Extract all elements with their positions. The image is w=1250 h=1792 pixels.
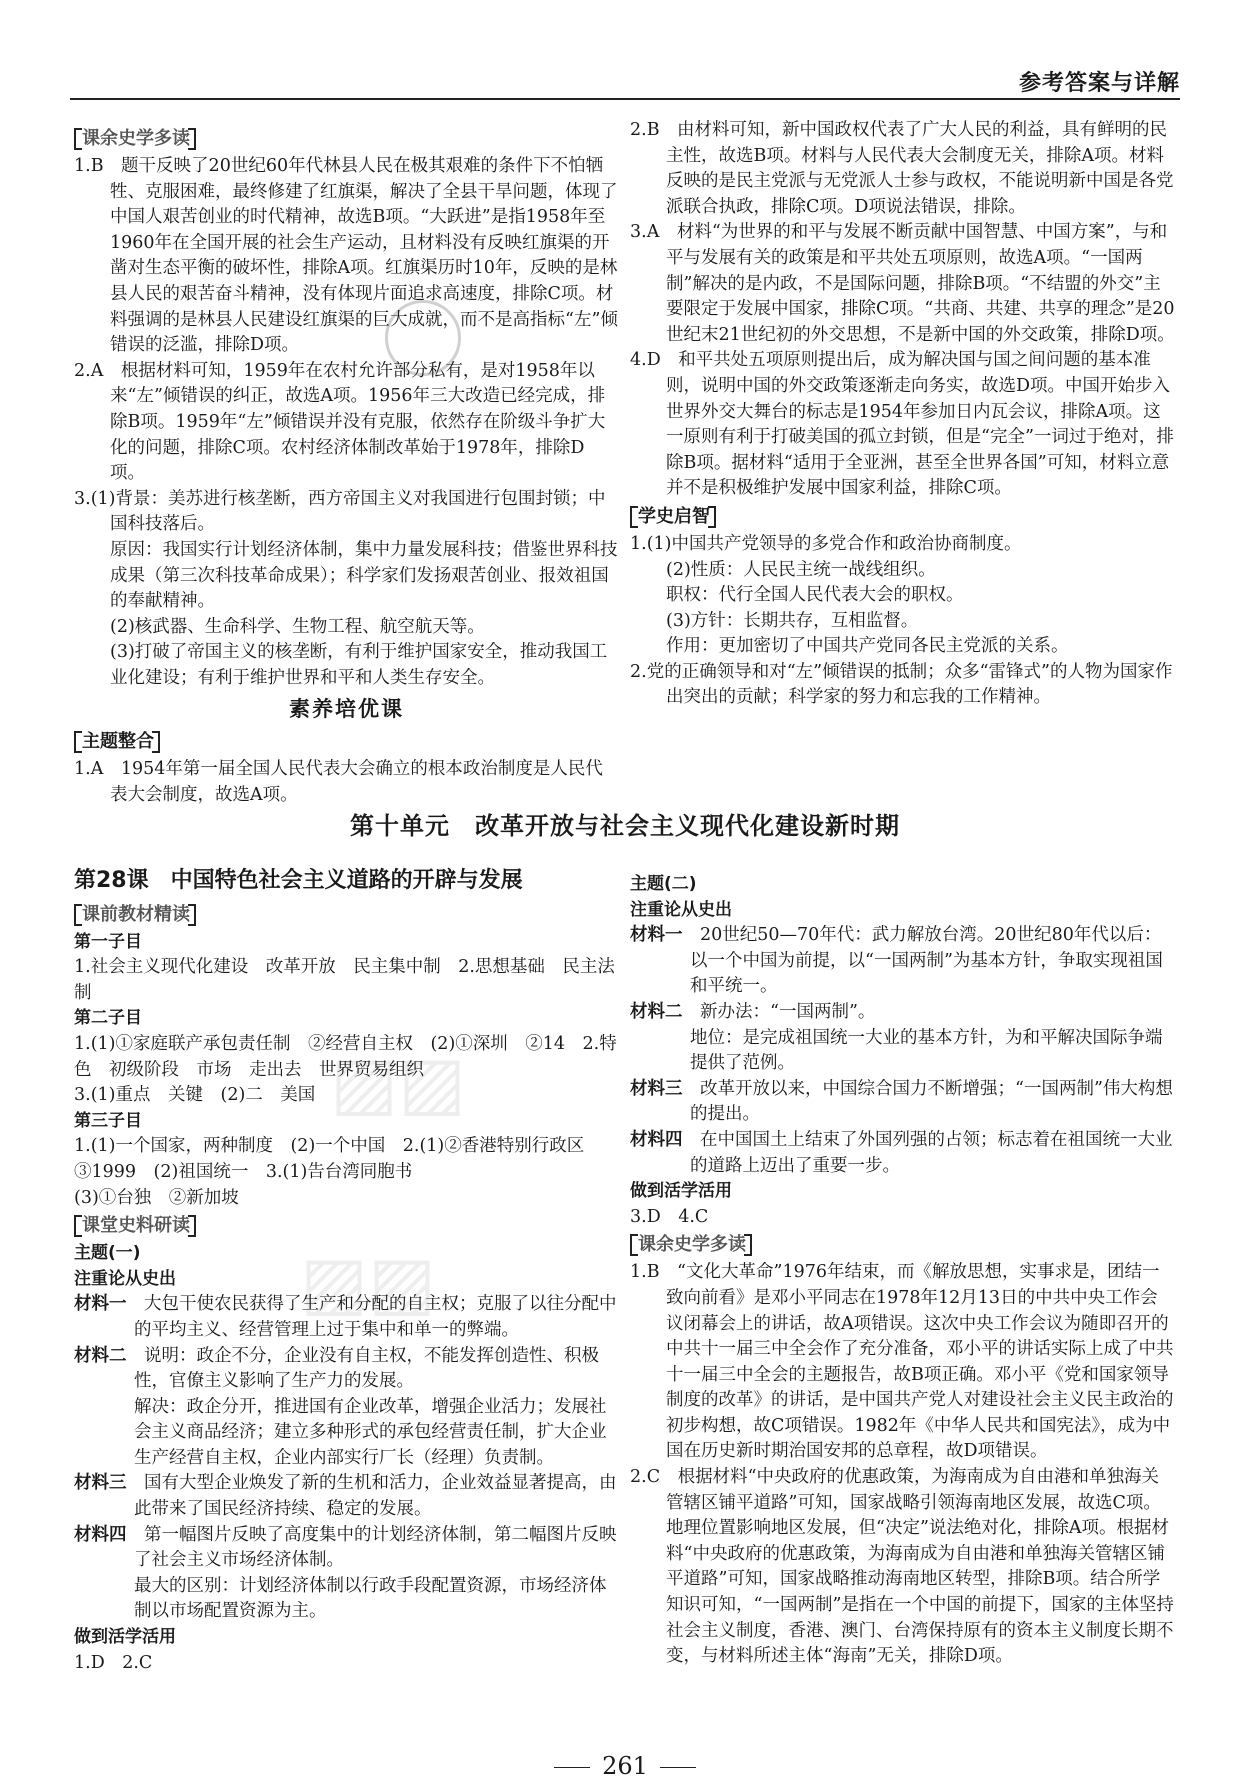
subsection-heading: 第二子目 [74, 1008, 142, 1029]
material-item [630, 923, 1175, 1000]
material-label: 材料四 [630, 1129, 683, 1150]
answer-item: 2.B 由材料可知，新中国政权代表了广大人民的利益，具有鲜明的民主性，故选B项。材料与人民代表大会制度无关，排除A项。材料反映的是民主党派与无党派人士参与政权，不能说明新中国是各党派联合执政，排除C项。D项说法错误，排除。 [630, 120, 1174, 217]
answer-item: 1.(1)中国共产党领导的多党合作和政治协商制度。 [630, 533, 1022, 554]
practice-answers: 1.D 2.C [74, 1652, 153, 1673]
page-header [70, 58, 1180, 100]
material-item [630, 1000, 1175, 1026]
section-heading: 课余史学多读 [74, 126, 196, 152]
answer-item: (2)核武器、生命科学、生物工程、航空航天等。 [110, 616, 485, 637]
subsection-heading: 第三子目 [74, 1110, 142, 1131]
material-label: 材料三 [630, 1078, 683, 1099]
topic-subheading: 注重论从史出 [630, 899, 732, 920]
answer-text: 1.(1)①家庭联产承包责任制 ②经营自主权 (2)①深圳 ②14 2.特色 初级阶段 市场 走出去 世界贸易组织 [74, 1033, 617, 1080]
material-label: 材料二 [630, 1001, 683, 1022]
left-top-column [74, 124, 619, 808]
dash-right [660, 1767, 696, 1768]
material-text: 第一幅图片反映了高度集中的计划经济体制，第二幅图片反映了社会主义市场经济体制。 [134, 1524, 617, 1571]
material-text: 改革开放以来，中国综合国力不断增强；“一国两制”伟大构想的提出。 [690, 1078, 1173, 1125]
answer-item: 原因：我国实行计划经济体制，集中力量发展科技；借鉴世界科技成果（第三次科技革命成果）；科学家们发扬艰苦创业、报效祖国的奉献精神。 [110, 539, 618, 612]
watermark: ▨▨ [330, 1040, 467, 1124]
material-extra: 地位：是完成祖国统一大业的基本方针，为和平解决国际争端提供了范例。 [690, 1027, 1163, 1074]
material-text: 20世纪50—70年代：武力解放台湾。20世纪80年代以后：以一个中国为前提，以“一国两制”为基本方针，争取实现祖国和平统一。 [690, 925, 1163, 997]
material-text: 在中国国土上结束了外国列强的占领；标志着在祖国统一大业的道路上迈出了重要一步。 [690, 1129, 1173, 1176]
material-text: 说明：政企不分，企业没有自主权，不能发挥创造性、积极性，官僚主义影响了生产力的发展。 [134, 1345, 599, 1392]
answer-text: 1.社会主义现代化建设 改革开放 民主集中制 2.思想基础 民主法制 [74, 957, 615, 1003]
watermark: ▨▨ [300, 1240, 437, 1324]
material-label: 材料二 [74, 1345, 127, 1366]
answer-item: 2.A 根据材料可知，1959年在农村允许部分私有，是对1958年以来“左”倾错误的纠正，故选A项。1956年三大改造已经完成，排除B项。1959年“左”倾错误并没有克服，依然存在阶级斗争扩大化的问题，排除C项。农村经济体制改革始于1978年，排除D项。 [74, 360, 606, 484]
practice-heading: 做到活学活用 [74, 1627, 176, 1648]
material-item [74, 1344, 619, 1395]
course-heading: 素养培优课 [289, 697, 404, 722]
answer-text: (3)①台独 ②新加坡 [74, 1187, 239, 1208]
material-extra: 最大的区别：计划经济体制以行政手段配置资源，市场经济体制以市场配置资源为主。 [134, 1575, 607, 1622]
material-label: 材料三 [74, 1473, 127, 1494]
section-heading: 课余史学多读 [630, 1232, 752, 1258]
page-number-text: 261 [602, 1752, 648, 1780]
answer-item: 3.A 材料“为世界的和平与发展不断贡献中国智慧、中国方案”，与和平与发展有关的政策是和平共处五项原则，故选A项。“一国两制”解决的是内政，不是国际问题，排除B项。“不结盟的外交”主要限定于发展中国家，排除C项。“共商、共建、共享的理念”是20世纪末21世纪初的外交思想，不是新中国的外交政策，排除D项。 [630, 222, 1175, 345]
material-item [74, 1523, 619, 1574]
dash-left [554, 1767, 590, 1768]
answer-item: 1.B 题干反映了20世纪60年代林县人民在极其艰难的条件下不怕牺牲、克服困难，最终修建了红旗渠，解决了全县干旱问题，体现了中国人艰苦创业的时代精神，故选B项。“大跃进”是指1958年至1960年在全国开展的社会生产运动，且材料没有反映红旗渠的开凿对生态平衡的破坏性，排除A项。红旗渠历时10年，反映的是林县人民的艰苦奋斗精神，没有体现片面追求高速度，排除C项。材料强调的是林县人民建设红旗渠的巨大成就，而不是高指标“左”倾错误的泛滥，排除D项。 [74, 156, 618, 356]
answer-item: 1.B “文化大革命”1976年结束，而《解放思想，实事求是，团结一致向前看》是邓小平同志在1978年12月13日的中共中央工作会议闭幕会上的讲话，故A项错误。这次中央工作会议为随即召开的中共十一届三中全会作了充分准备，邓小平的讲话实际上成了中共十一届三中全会的主题报告，故B项正确。邓小平《党和国家领导制度的改革》的讲话，是中国共产党人对建设社会主义民主政治的初步构想，故C项错误。1982年《中华人民共和国宪法》，成为中国在历史新时期治国安邦的总章程，故D项错误。 [630, 1262, 1174, 1462]
material-label: 材料一 [74, 1294, 127, 1315]
material-label: 材料四 [74, 1524, 127, 1545]
left-bottom-column [74, 868, 619, 1676]
answer-item: 3.(1)背景：美苏进行核垄断，西方帝国主义对我国进行包围封锁；中国科技落后。 [74, 488, 606, 535]
material-label: 材料一 [630, 925, 683, 946]
lesson-title: 第28课 中国特色社会主义道路的开辟与发展 [74, 868, 523, 893]
answer-item: 4.D 和平共处五项原则提出后，成为解决国与国之间问题的基本准则，说明中国的外交政策逐渐走向务实，故选D项。中国开始步入世界外交大舞台的标志是1954年参加日内瓦会议，排除A项。这一原则有利于打破美国的孤立封锁，但是“完全”一词过于绝对，排除B项。据材料“适用于全亚洲，甚至全世界各国”可知，材料立意并不是积极维护发展中国家利益，排除C项。 [630, 350, 1174, 499]
right-bottom-column [630, 872, 1175, 1670]
page-number [0, 1752, 1250, 1780]
answer-item: (2)性质：人民民主统一战线组织。 [666, 559, 936, 580]
answer-item: 2.C 根据材料“中央政府的优惠政策，为海南成为自由港和单独海关管辖区铺平道路”可知，国家战略引领海南地区发展，故选C项。地理位置影响地区发展，但“决定”说法绝对化，排除A项。根据材料“中央政府的优惠政策，为海南成为自由港和单独海关管辖区铺平道路”可知，国家战略推动海南地区转型，排除B项。结合所学知识可知，“一国两制”是指在一个中国的前提下，国家的主体坚持社会主义制度，香港、澳门、台湾保持原有的资本主义制度长期不变，与材料所述主体“海南”无关，排除D项。 [630, 1467, 1174, 1667]
section-heading: 课前教材精读 [74, 902, 196, 928]
answer-item: (3)打破了帝国主义的核垄断，有利于维护国家安全，推动我国工业化建设；有利于维护世界和平和人类生存安全。 [110, 642, 608, 688]
section-heading: 主题整合 [74, 729, 160, 755]
subsection-heading: 第一子目 [74, 931, 142, 952]
answer-item: 作用：更加密切了中国共产党同各民主党派的关系。 [666, 636, 1069, 657]
topic-subheading: 注重论从史出 [74, 1268, 176, 1289]
material-extra: 解决：政企分开，推进国有企业改革，增强企业活力；发展社会主义商品经济；建立多种形式的承包经营责任制，扩大企业生产经营自主权，企业内部实行厂长（经理）负责制。 [134, 1396, 607, 1468]
practice-heading: 做到活学活用 [630, 1181, 732, 1202]
unit-title: 第十单元 改革开放与社会主义现代化建设新时期 [350, 812, 900, 840]
answer-item: 1.A 1954年第一届全国人民代表大会确立的根本政治制度是人民代表大会制度，故选A项。 [74, 759, 603, 805]
section-heading: 课堂史料研读 [74, 1213, 196, 1239]
material-item [74, 1471, 619, 1522]
header-title: 参考答案与详解 [1018, 71, 1180, 96]
material-text: 国有大型企业焕发了新的生机和活力，企业效益显著提高，由此带来了国民经济持续、稳定的发展。 [134, 1473, 617, 1520]
answer-item: (3)方针：长期共存，互相监督。 [666, 610, 919, 631]
material-text: 新办法：“一国两制”。 [700, 1001, 876, 1022]
topic-heading: 主题(二) [630, 874, 697, 894]
answer-text: 1.(1)一个国家，两种制度 (2)一个中国 2.(1)②香港特别行政区 ③1999 (2)祖国统一 3.(1)告台湾同胞书 [74, 1136, 602, 1182]
topic-heading: 主题(一) [74, 1243, 141, 1264]
material-text: 大包干使农民获得了生产和分配的自主权；克服了以往分配中的平均主义、经营管理上过于集中和单一的弊端。 [134, 1294, 617, 1340]
material-item [630, 1077, 1175, 1128]
right-top-column [630, 118, 1175, 711]
section-heading: 学史启智 [630, 504, 716, 530]
answer-item: 2.党的正确领导和对“左”倾错误的抵制；众多“雷锋式”的人物为国家作出突出的贡献；科学家的努力和忘我的工作精神。 [630, 661, 1173, 708]
answer-text: 3.(1)重点 关键 (2)二 美国 [74, 1085, 316, 1106]
material-item [630, 1128, 1175, 1179]
material-item [74, 1292, 619, 1343]
practice-answers: 3.D 4.C [630, 1206, 709, 1227]
answer-item: 职权：代行全国人民代表大会的职权。 [666, 585, 964, 606]
